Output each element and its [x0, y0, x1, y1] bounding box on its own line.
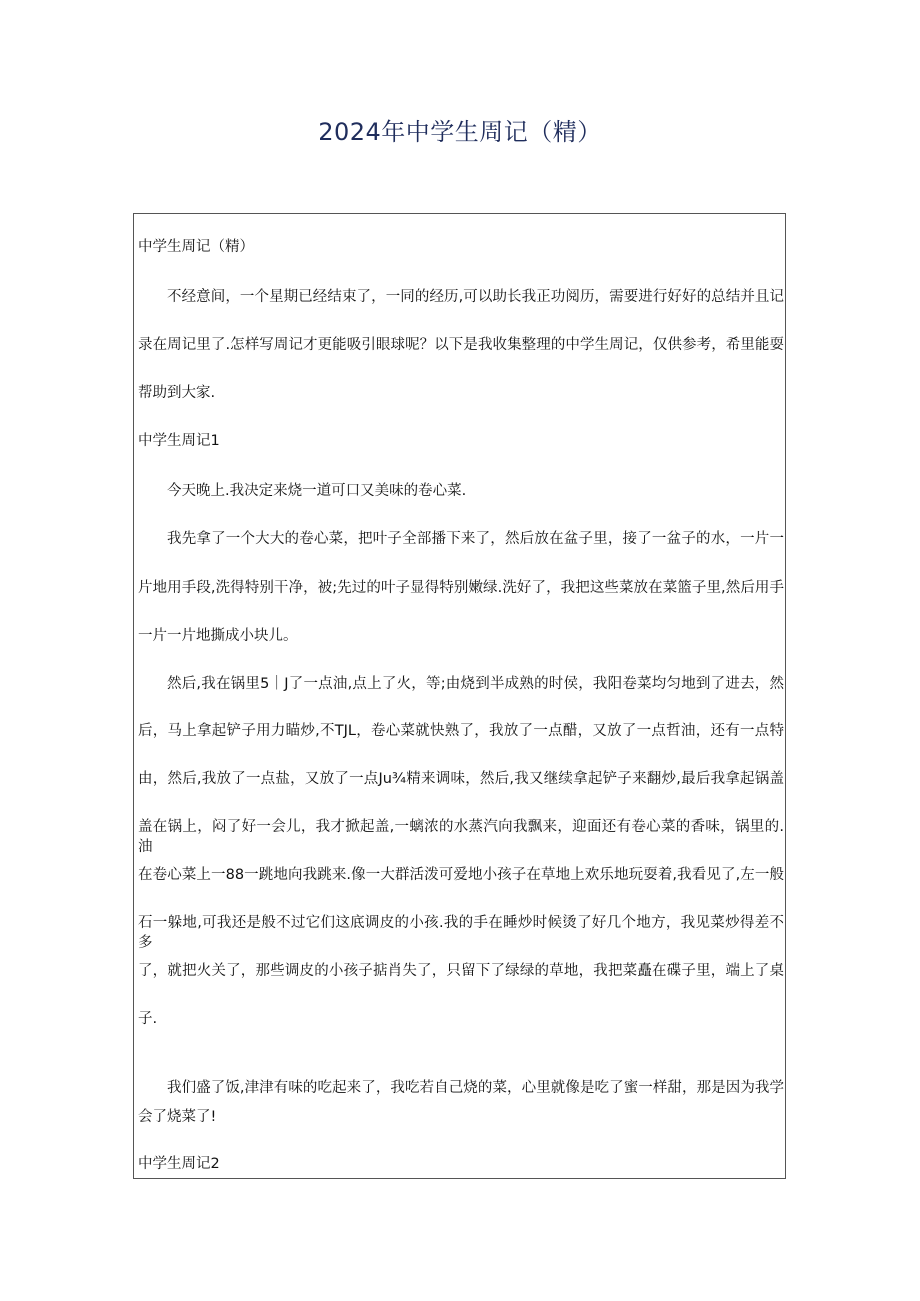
section1-p2-line-2: 片地用手段,洗得特别干净，被;先过的叶子显得特别嫩绿.洗好了，我把这些菜放在菜篮子里,然后用手	[138, 580, 784, 596]
section1-p1-line-1: 今天晚上.我决定来烧一道可口又美味的卷心菜.	[167, 483, 467, 499]
intro-line-2: 录在周记里了.怎样写周记才更能吸引眼球呢？以下是我收集整理的中学生周记，仅供参考，希里能耍	[138, 337, 784, 353]
section1-p3-line-8: 子.	[138, 1011, 158, 1027]
section1-p3-line-2: 后，马上拿起铲子用力瞄炒,不TJL，卷心菜就快熟了，我放了一点醋，又放了一点哲油，还有一点特	[138, 723, 784, 739]
section2-heading: 中学生周记2	[138, 1156, 220, 1172]
intro-line-1: 不经意间，一个星期已经结束了，一同的经历,可以助长我正功阅历，需要进行好好的总结并且记	[167, 289, 784, 305]
section1-p3-line-5: 在卷心菜上一88一跳地向我跳来.像一大群活泼可爱地小孩子在草地上欢乐地玩耍着,我看见了,左一般	[138, 867, 784, 883]
section1-p4-line-2: 会了烧菜了!	[138, 1109, 217, 1125]
section1-p3-line-1: 然后,我在锅里5｜J了一点油,点上了火，等;由烧到半成熟的时侯，我阳卷菜均匀地到了进去，然	[167, 676, 784, 692]
section1-p3-line-4: 盖在锅上，闷了好一会儿，我才掀起盖,一螭浓的水蒸汽向我飘来，迎面还有卷心菜的香味，锅里的.油	[138, 819, 784, 855]
section1-p2-line-1: 我先拿了一个大大的卷心菜，把叶子全部播下来了，然后放在盆子里，接了一盆子的水，一片一	[167, 531, 784, 547]
section1-p4-line-1: 我们盛了饭,津津有味的吃起来了，我吃若自己烧的菜，心里就像是吃了蜜一样甜，那是因为我学	[167, 1080, 784, 1096]
intro-line-3: 帮助到大家.	[138, 385, 216, 401]
section1-p3-line-6: 石一躲地,可我还是般不过它们这底调皮的小孩.我的手在睡炒时候烫了好几个地方，我见菜炒得差不多	[138, 915, 784, 951]
section1-p3-line-3: 由，然后,我放了一点盐，又放了一点Ju¾精来调味，然后,我又继续拿起铲子来翻炒,最后我拿起锅盖	[138, 771, 784, 787]
document-title: 2024年中学生周记（精）	[318, 118, 602, 146]
section1-p2-line-3: 一片一片地撕成小块儿。	[138, 628, 298, 644]
content-frame	[133, 213, 786, 1179]
content-heading: 中学生周记（精）	[138, 239, 254, 255]
section1-heading: 中学生周记1	[138, 433, 220, 449]
section1-p3-line-7: 了，就把火关了，那些调皮的小孩子掂肖失了，只留下了绿绿的草地，我把菜矗在碟子里，端上了桌	[138, 963, 784, 979]
